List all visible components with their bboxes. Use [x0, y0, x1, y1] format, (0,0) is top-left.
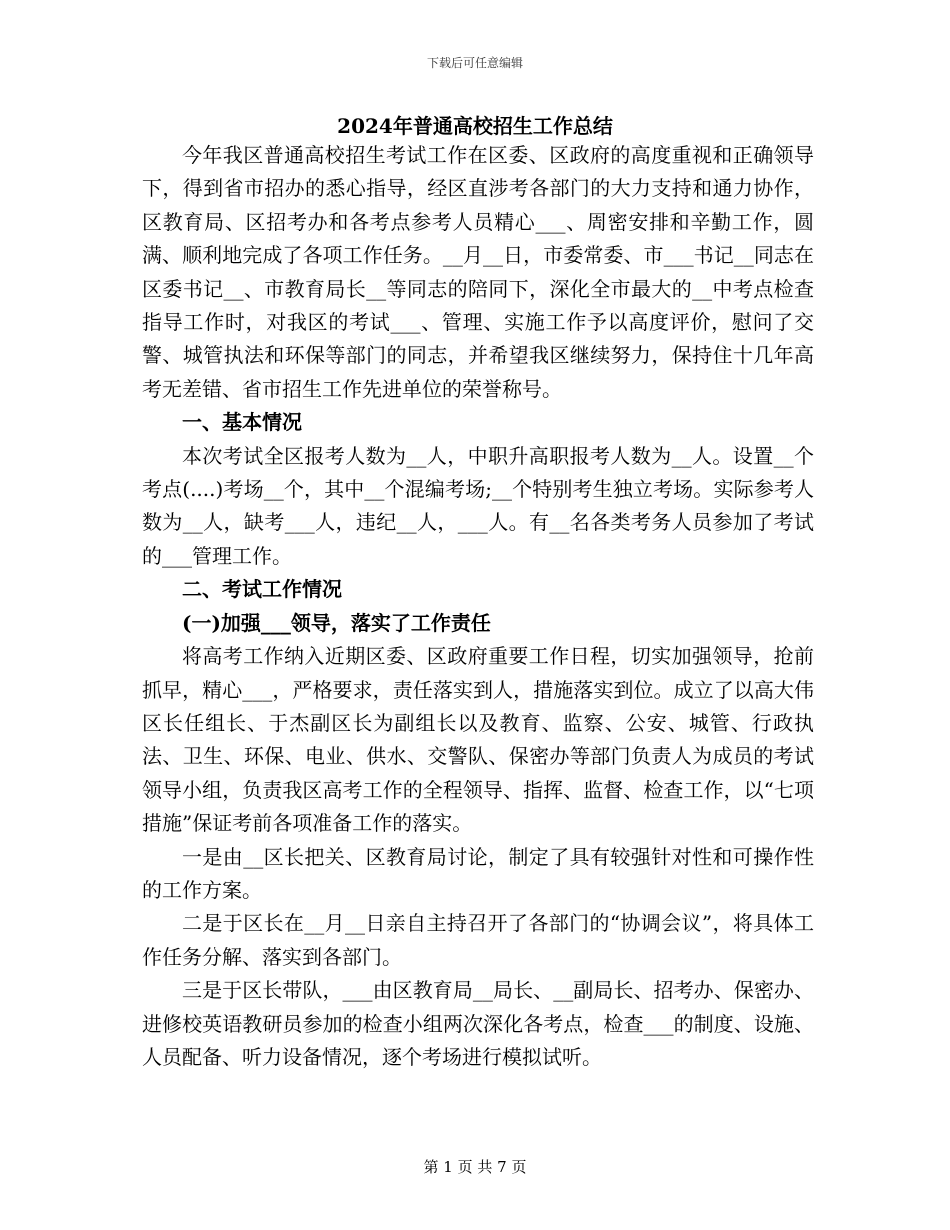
document-body: [142, 139, 814, 1074]
header-note: 下载后可任意编辑: [426, 56, 523, 70]
page-number: 第 1 页 共 7 页: [423, 1158, 527, 1176]
document-title: 2024年普通高校招生工作总结: [337, 114, 613, 138]
paragraph-measure-1: 一是由__区长把关、区教育局讨论，制定了具有较强针对性和可操作性的工作方案。: [142, 844, 814, 902]
paragraph-measure-3: 三是于区长带队，___由区教育局__局长、__副局长、招考办、保密办、进修校英语教研员参加的检查小组两次深化各考点，检查___的制度、设施、人员配备、听力设备情况，逐个考场进行模拟试听。: [142, 978, 814, 1069]
section-heading-exam-work: 二、考试工作情况: [182, 577, 342, 602]
paragraph-intro: 今年我区普通高校招生考试工作在区委、区政府的高度重视和正确领导下，得到省市招办的悉心指导，经区直涉考各部门的大力支持和通力协作，区教育局、区招考办和各考点参考人员精心___、周密安排和辛勤工作，圆满、顺利地完成了各项工作任务。__月__日，市委常委、市___书记__同志在区委书记__、市教育局长__等同志的陪同下，深化全市最大的__中考点检查指导工作时，对我区的考试___、管理、实施工作予以高度评价，慰问了交警、城管执法和环保等部门的同志，并希望我区继续努力，保持住十几年高考无差错、省市招生工作先进单位的荣誉称号。: [142, 143, 814, 401]
paragraph-leadership: 将高考工作纳入近期区委、区政府重要工作日程，切实加强领导，抢前抓早，精心___，严格要求，责任落实到人，措施落实到位。成立了以高大伟区长任组长、于杰副区长为副组长以及教育、监察、公安、城管、行政执法、卫生、环保、电业、供水、交警队、保密办等部门负责人为成员的考试领导小组，负责我区高考工作的全程领导、指挥、监督、检查工作，以“七项措施”保证考前各项准备工作的落实。: [142, 644, 814, 836]
paragraph-measure-2: 二是于区长在__月__日亲自主持召开了各部门的“协调会议”，将具体工作任务分解、落实到各部门。: [142, 911, 814, 969]
subsection-heading-leadership: (一)加强___领导，落实了工作责任: [182, 610, 491, 635]
paragraph-basic: 本次考试全区报考人数为__人，中职升高职报考人数为__人。设置__个考点(....)考场__个，其中__个混编考场;__个特别考生独立考场。实际参考人数为__人，缺考___人，违纪__人，___人。有__名各类考务人员参加了考试的___管理工作。: [142, 443, 814, 568]
section-heading-basic: 一、基本情况: [182, 410, 302, 435]
